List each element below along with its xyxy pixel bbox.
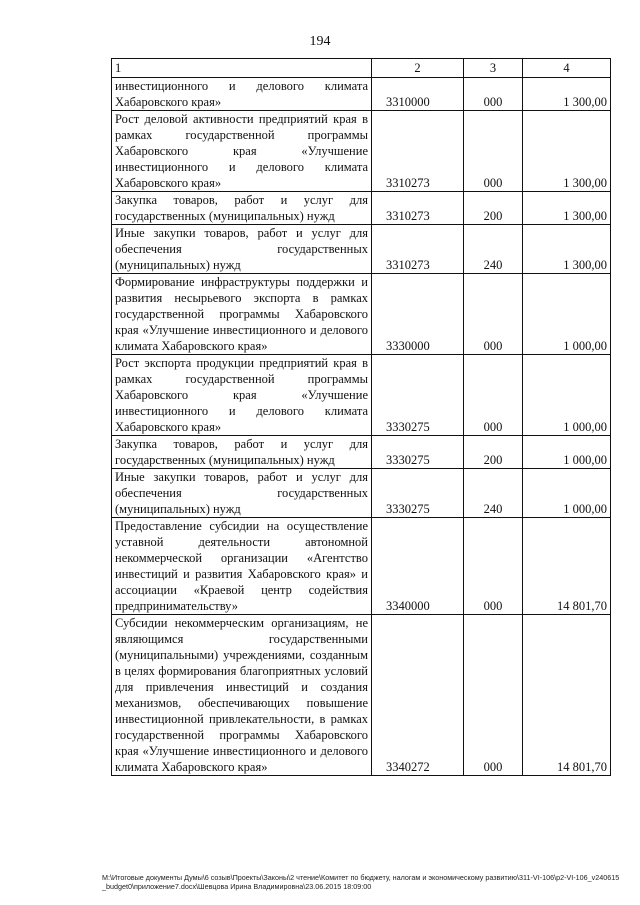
row-name-cell: Рост деловой активности предприятий края в рамках государственной программы Хабаровского края «Улучшение инвестиционного и делового климата Хабаровского края»: [112, 111, 372, 192]
row-type-cell: 240: [464, 469, 523, 518]
row-type-cell: 000: [464, 615, 523, 776]
header-col-3: 3: [464, 59, 523, 78]
table-header-row: [112, 59, 611, 78]
row-sum-cell: 1 000,00: [523, 469, 611, 518]
row-code-cell: 3330275: [372, 436, 464, 469]
row-name-cell: Рост экспорта продукции предприятий края в рамках государственной программы Хабаровского края «Улучшение инвестиционного и делового климата Хабаровского края»: [112, 355, 372, 436]
row-sum-cell: 1 000,00: [523, 274, 611, 355]
table-row: [112, 111, 611, 192]
row-name-cell: Закупка товаров, работ и услуг для государственных (муниципальных) нужд: [112, 192, 372, 225]
table-row: [112, 615, 611, 776]
row-code-cell: 3310273: [372, 111, 464, 192]
row-sum-cell: 1 300,00: [523, 78, 611, 111]
row-name-cell: Иные закупки товаров, работ и услуг для обеспечения государственных (муниципальных) нужд: [112, 225, 372, 274]
row-type-cell: 000: [464, 518, 523, 615]
row-name-cell: Формирование инфраструктуры поддержки и развития несырьевого экспорта в рамках государственной программы Хабаровского края «Улучшение инвестиционного и делового климата Хабаровского края»: [112, 274, 372, 355]
row-type-cell: 000: [464, 274, 523, 355]
row-code-cell: 3340000: [372, 518, 464, 615]
table-row: [112, 274, 611, 355]
row-type-cell: 000: [464, 111, 523, 192]
row-name-cell: Иные закупки товаров, работ и услуг для обеспечения государственных (муниципальных) нужд: [112, 469, 372, 518]
row-sum-cell: 1 000,00: [523, 436, 611, 469]
row-type-cell: 240: [464, 225, 523, 274]
row-sum-cell: 1 000,00: [523, 355, 611, 436]
row-name-cell: инвестиционного и делового климата Хабаровского края»: [112, 78, 372, 111]
row-sum-cell: 14 801,70: [523, 615, 611, 776]
row-code-cell: 3310273: [372, 192, 464, 225]
table-row: [112, 355, 611, 436]
row-type-cell: 200: [464, 436, 523, 469]
row-code-cell: 3310000: [372, 78, 464, 111]
table-row: [112, 436, 611, 469]
header-col-4: 4: [523, 59, 611, 78]
row-code-cell: 3340272: [372, 615, 464, 776]
row-type-cell: 000: [464, 355, 523, 436]
row-type-cell: 000: [464, 78, 523, 111]
table-row: [112, 225, 611, 274]
row-sum-cell: 1 300,00: [523, 192, 611, 225]
table-row: [112, 192, 611, 225]
budget-table: [111, 58, 611, 776]
table-row: [112, 78, 611, 111]
row-type-cell: 200: [464, 192, 523, 225]
row-sum-cell: 1 300,00: [523, 111, 611, 192]
header-col-2: 2: [372, 59, 464, 78]
row-sum-cell: 14 801,70: [523, 518, 611, 615]
row-code-cell: 3310273: [372, 225, 464, 274]
page-number: 194: [309, 34, 331, 49]
row-code-cell: 3330275: [372, 355, 464, 436]
row-name-cell: Закупка товаров, работ и услуг для государственных (муниципальных) нужд: [112, 436, 372, 469]
row-code-cell: 3330000: [372, 274, 464, 355]
row-name-cell: Субсидии некоммерческим организациям, не являющимся государственными (муниципальными) учреждениями, созданным в целях формирования благоприятных условий для привлечения инвестиций и создания механизмов, обеспечивающих повышение инвестиционной привлекательности, в рамках государственной программы Хабаровского края «Улучшение инвестиционного и делового климата Хабаровского края»: [112, 615, 372, 776]
row-sum-cell: 1 300,00: [523, 225, 611, 274]
row-code-cell: 3330275: [372, 469, 464, 518]
header-col-1: 1: [112, 59, 372, 78]
table-row: [112, 469, 611, 518]
row-name-cell: Предоставление субсидии на осуществление уставной деятельности автономной некоммерческой организации «Агентство инвестиций и развития Хабаровского края» и ассоциации «Краевой центр содействия предпринимательству»: [112, 518, 372, 615]
table-row: [112, 518, 611, 615]
document-file-path: М:\Итоговые документы Думы\6 созыв\Проекты\Законы\2 чтение\Комитет по бюджету, налогам и экономическому развитию\311-VI-106\р2-VI-106_v240615_budget0\приложение7.docx\Шевцова Ирина Владимировна\23.06.2015 18:09:00: [102, 873, 620, 891]
